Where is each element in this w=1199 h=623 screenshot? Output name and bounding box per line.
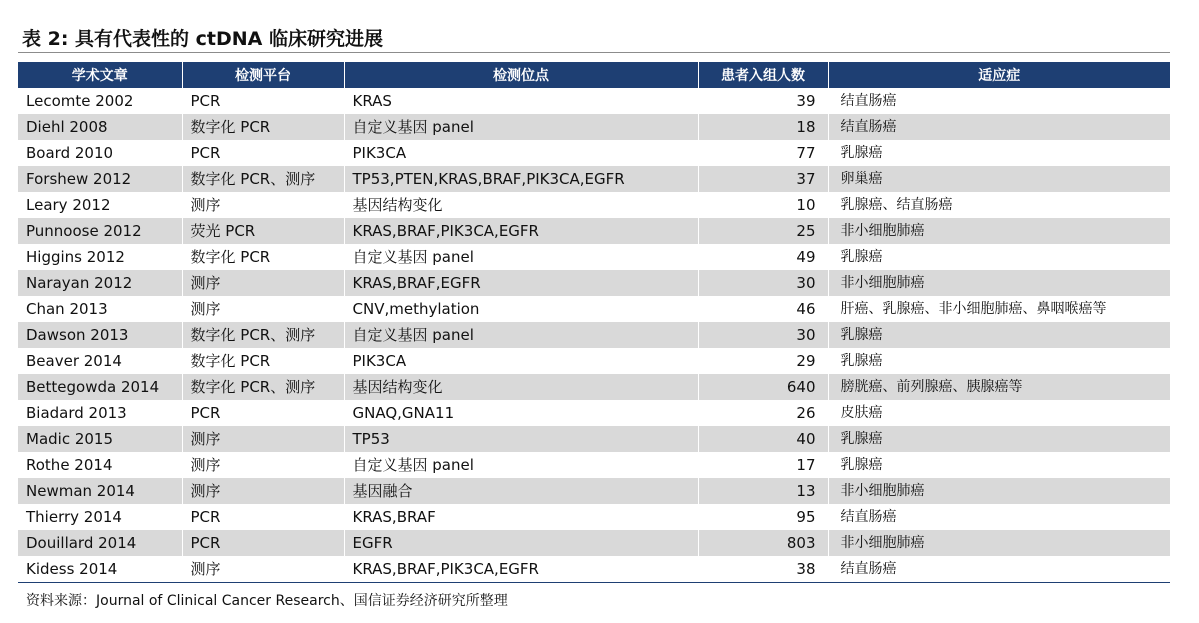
cell-detection-site: KRAS,BRAF,EGFR <box>344 270 698 296</box>
cell-platform: 数字化 PCR <box>182 348 344 374</box>
cell-article: Madic 2015 <box>18 426 182 452</box>
cell-platform: PCR <box>182 504 344 530</box>
cell-detection-site: PIK3CA <box>344 140 698 166</box>
cell-indication: 皮肤癌 <box>828 400 1170 426</box>
cell-detection-site: TP53,PTEN,KRAS,BRAF,PIK3CA,EGFR <box>344 166 698 192</box>
table-row <box>18 192 1170 218</box>
cell-article: Dawson 2013 <box>18 322 182 348</box>
cell-indication: 结直肠癌 <box>828 504 1170 530</box>
column-header-site: 检测位点 <box>344 62 698 88</box>
cell-patient-count: 77 <box>698 140 828 166</box>
cell-platform: 数字化 PCR、测序 <box>182 322 344 348</box>
cell-detection-site: EGFR <box>344 530 698 556</box>
table-row <box>18 504 1170 530</box>
cell-platform: 数字化 PCR、测序 <box>182 374 344 400</box>
cell-article: Thierry 2014 <box>26 508 122 526</box>
cell-indication: 结直肠癌 <box>828 556 1170 582</box>
cell-patient-count: 40 <box>698 426 828 452</box>
cell-platform: 测序 <box>182 452 344 478</box>
cell-detection-site: 基因结构变化 <box>344 192 698 218</box>
cell-patient-count: 38 <box>698 556 828 582</box>
table-title: 表 2: 具有代表性的 ctDNA 临床研究进展 <box>22 28 384 50</box>
cell-detection-site: KRAS <box>344 88 698 114</box>
cell-article: Newman 2014 <box>18 478 182 504</box>
table-body <box>18 88 1170 582</box>
ctdna-study-table <box>18 62 1170 582</box>
cell-patient-count: 30 <box>698 322 828 348</box>
cell-patient-count: 18 <box>698 114 828 140</box>
cell-patient-count: 25 <box>698 218 828 244</box>
cell-platform: PCR <box>182 530 344 556</box>
table-bottom-rule <box>18 582 1170 583</box>
cell-detection-site: 基因融合 <box>344 478 698 504</box>
cell-platform: 测序 <box>182 296 344 322</box>
cell-patient-count: 30 <box>698 270 828 296</box>
table-row <box>18 114 1170 140</box>
cell-article: Narayan 2012 <box>18 270 182 296</box>
cell-article: Punnoose 2012 <box>18 218 182 244</box>
cell-detection-site: KRAS,BRAF,PIK3CA,EGFR <box>344 556 698 582</box>
cell-platform: 数字化 PCR <box>182 114 344 140</box>
cell-patient-count: 49 <box>698 244 828 270</box>
cell-platform: 数字化 PCR <box>182 244 344 270</box>
cell-article: Lecomte 2002 <box>26 92 134 110</box>
cell-indication: 乳腺癌 <box>828 452 1170 478</box>
table-row <box>18 556 1170 582</box>
cell-article: Board 2010 <box>26 144 114 162</box>
table-row <box>18 374 1170 400</box>
cell-patient-count: 13 <box>698 478 828 504</box>
table-row <box>18 530 1170 556</box>
cell-patient-count: 17 <box>698 452 828 478</box>
cell-detection-site: TP53 <box>344 426 698 452</box>
cell-detection-site: 自定义基因 panel <box>344 452 698 478</box>
cell-patient-count: 803 <box>698 530 828 556</box>
cell-indication: 结直肠癌 <box>828 114 1170 140</box>
table-row <box>18 322 1170 348</box>
cell-detection-site: 自定义基因 panel <box>344 114 698 140</box>
column-header-indication: 适应症 <box>828 62 1170 88</box>
title-divider <box>18 52 1170 53</box>
cell-patient-count: 26 <box>698 400 828 426</box>
cell-detection-site: 自定义基因 panel <box>344 322 698 348</box>
cell-indication: 乳腺癌 <box>828 244 1170 270</box>
cell-patient-count: 29 <box>698 348 828 374</box>
cell-indication: 乳腺癌 <box>828 322 1170 348</box>
column-header-platform: 检测平台 <box>182 62 344 88</box>
title-row <box>18 22 1170 52</box>
cell-article: Beaver 2014 <box>26 352 122 370</box>
table-header-row <box>18 62 1170 88</box>
cell-patient-count: 640 <box>698 374 828 400</box>
cell-patient-count: 37 <box>698 166 828 192</box>
table-row <box>18 270 1170 296</box>
cell-detection-site: 基因结构变化 <box>344 374 698 400</box>
cell-patient-count: 95 <box>698 504 828 530</box>
cell-detection-site: PIK3CA <box>344 348 698 374</box>
cell-patient-count: 39 <box>698 88 828 114</box>
cell-detection-site: CNV,methylation <box>344 296 698 322</box>
table-row <box>18 348 1170 374</box>
cell-article: Douillard 2014 <box>18 530 182 556</box>
table-row <box>18 426 1170 452</box>
cell-indication: 乳腺癌 <box>828 426 1170 452</box>
cell-indication: 卵巢癌 <box>828 166 1170 192</box>
cell-indication: 乳腺癌 <box>828 140 1170 166</box>
cell-detection-site: KRAS,BRAF,PIK3CA,EGFR <box>344 218 698 244</box>
document-page <box>18 0 1170 623</box>
cell-indication: 肝癌、乳腺癌、非小细胞肺癌、鼻咽喉癌等 <box>828 296 1170 322</box>
cell-detection-site: 自定义基因 panel <box>344 244 698 270</box>
cell-platform: 测序 <box>182 426 344 452</box>
cell-article: Higgins 2012 <box>26 248 125 266</box>
cell-platform: 测序 <box>182 270 344 296</box>
cell-article: Diehl 2008 <box>18 114 182 140</box>
cell-article: Leary 2012 <box>26 196 111 214</box>
cell-article: Forshew 2012 <box>18 166 182 192</box>
column-header-article: 学术文章 <box>18 62 182 88</box>
column-header-count: 患者入组人数 <box>698 62 828 88</box>
cell-indication: 乳腺癌 <box>828 348 1170 374</box>
cell-detection-site: GNAQ,GNA11 <box>344 400 698 426</box>
cell-platform: PCR <box>182 400 344 426</box>
cell-article: Rothe 2014 <box>26 456 113 474</box>
table-row <box>18 88 1170 114</box>
cell-platform: 数字化 PCR、测序 <box>182 166 344 192</box>
cell-indication: 非小细胞肺癌 <box>828 478 1170 504</box>
cell-indication: 非小细胞肺癌 <box>828 530 1170 556</box>
cell-indication: 非小细胞肺癌 <box>828 218 1170 244</box>
cell-article: Kidess 2014 <box>26 560 118 578</box>
cell-platform: 荧光 PCR <box>182 218 344 244</box>
source-note: 资料来源：Journal of Clinical Cancer Research、国信证券经济研究所整理 <box>26 593 508 609</box>
cell-article: Biadard 2013 <box>26 404 127 422</box>
table-row <box>18 400 1170 426</box>
table-row <box>18 244 1170 270</box>
table-row <box>18 296 1170 322</box>
cell-platform: PCR <box>182 140 344 166</box>
cell-platform: 测序 <box>182 192 344 218</box>
cell-platform: 测序 <box>182 556 344 582</box>
cell-platform: 测序 <box>182 478 344 504</box>
table-row <box>18 140 1170 166</box>
table-row <box>18 478 1170 504</box>
cell-platform: PCR <box>182 88 344 114</box>
cell-indication: 非小细胞肺癌 <box>828 270 1170 296</box>
cell-patient-count: 46 <box>698 296 828 322</box>
cell-article: Bettegowda 2014 <box>18 374 182 400</box>
cell-article: Chan 2013 <box>26 300 108 318</box>
cell-patient-count: 10 <box>698 192 828 218</box>
table-row <box>18 218 1170 244</box>
cell-indication: 膀胱癌、前列腺癌、胰腺癌等 <box>828 374 1170 400</box>
cell-detection-site: KRAS,BRAF <box>344 504 698 530</box>
table-row <box>18 166 1170 192</box>
table-row <box>18 452 1170 478</box>
cell-indication: 乳腺癌、结直肠癌 <box>828 192 1170 218</box>
cell-indication: 结直肠癌 <box>828 88 1170 114</box>
